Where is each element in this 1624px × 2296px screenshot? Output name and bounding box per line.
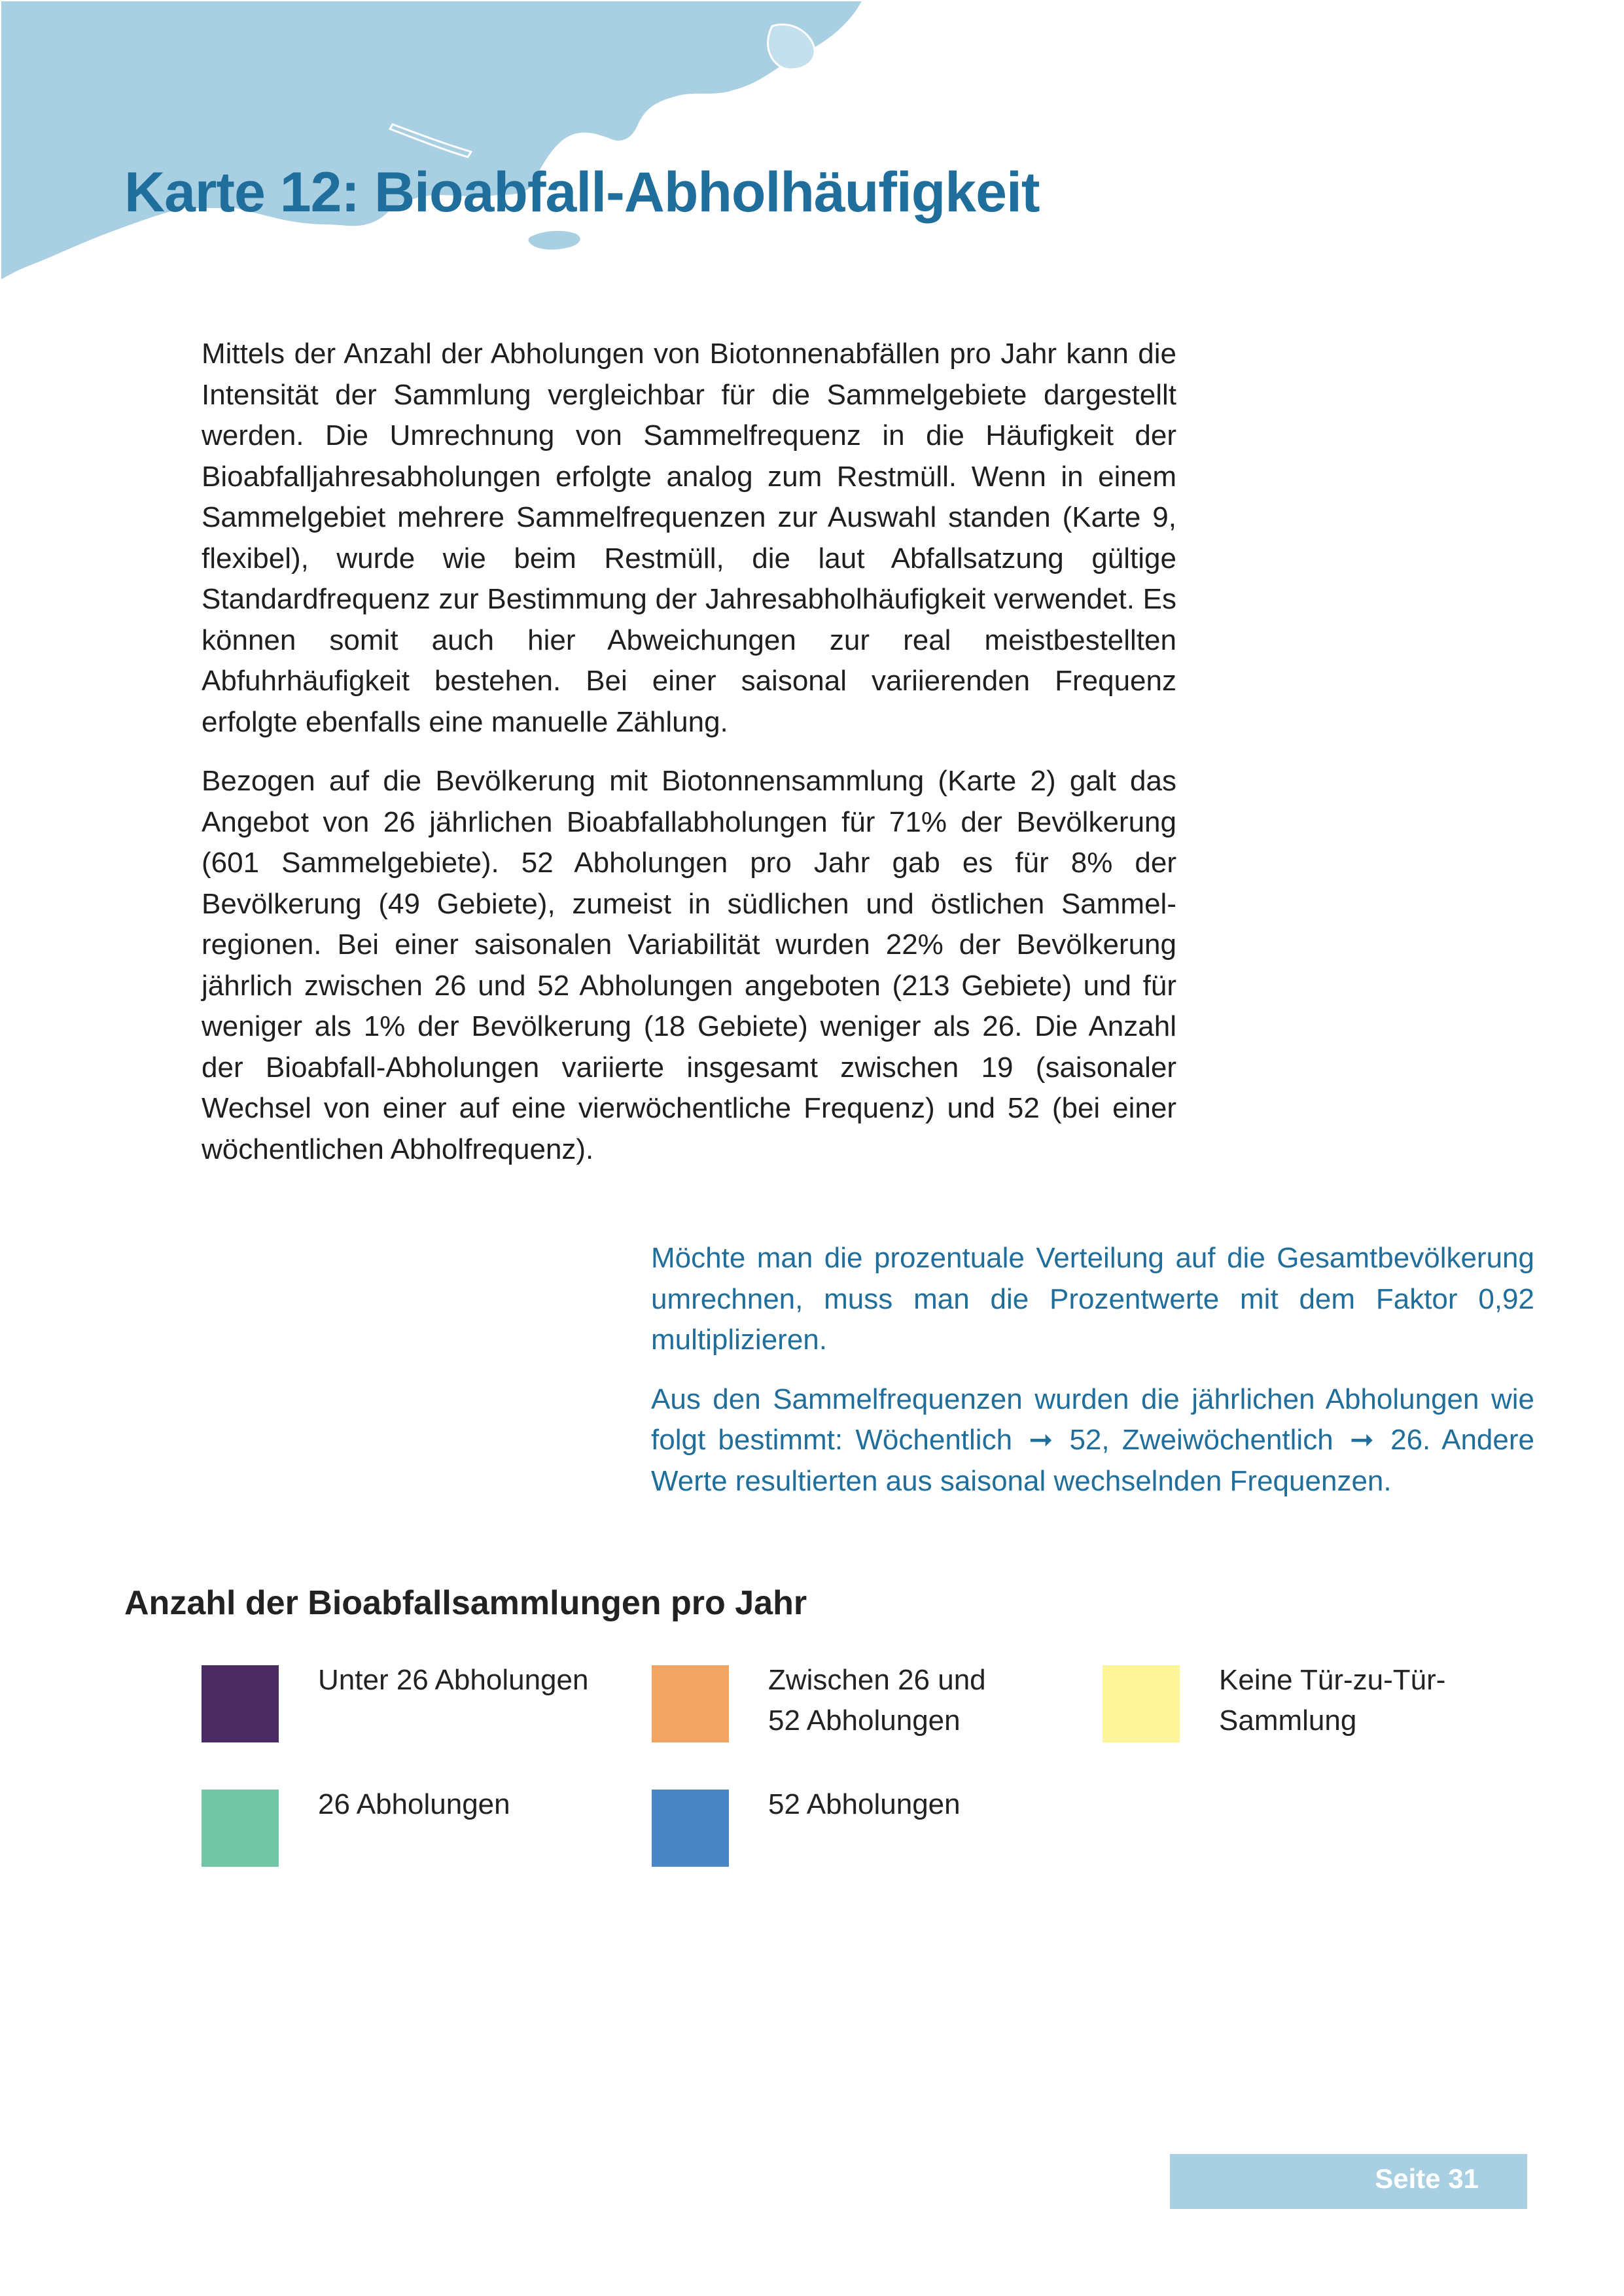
legend-label: 26 Abholungen — [318, 1788, 510, 1820]
page-number: Seite 31 — [1375, 2163, 1479, 2194]
legend-item — [1103, 1665, 1547, 1750]
note-p2-suffix: Andere Werte resultierten aus saisonal wechselnden Frequenzen. — [651, 1424, 1534, 1497]
body-paragraph-2: Bezogen auf die Bevölkerung mit Biotonnensammlung (Karte 2) galt das Angebot von 26 jährlichen Bioabfallabholungen für 71% der Bevölkerung (601 Sammelgebiete). 52 Abholungen pro Jahr gab es für 8% der Bevölkerung (49 Gebiete), zumeist in südlichen und östlichen Sammelregionen. Bei einer saisonalen Variabilität wurden 22% der Bevölkerung jährlich zwischen 26 und 52 Abholungen angeboten (213 Gebiete) und für weniger als 1% der Bevölkerung (18 Gebiete) weniger als 26. Die Anzahl der Bioabfall-Abholungen variierte insgesamt zwischen 19 (saisonaler Wechsel von einer auf eine vierwöchentliche Frequenz) und 52 (bei einer wöchentlichen Abholfrequenz). — [202, 765, 1176, 1165]
body-text — [202, 334, 1176, 1188]
right-arrow-icon: ➞ — [1029, 1424, 1053, 1456]
legend-swatch — [202, 1790, 279, 1867]
page-number-box — [1170, 2154, 1527, 2209]
legend-item — [652, 1790, 1097, 1875]
legend-item — [202, 1790, 646, 1875]
legend-item — [202, 1665, 646, 1750]
legend-label: Unter 26 Abholungen — [318, 1664, 589, 1696]
legend-swatch — [652, 1665, 729, 1742]
legend — [202, 1665, 1576, 1901]
note-p2-mid: 52, Zweiwöchentlich — [1069, 1424, 1333, 1456]
legend-item — [652, 1665, 1097, 1750]
legend-label: 52 Abholungen — [768, 1788, 961, 1820]
body-paragraph-1: Mittels der Anzahl der Abholungen von Biotonnenabfällen pro Jahr kann die Intensität der Sammlung vergleichbar für die Sammelgebiete dargestellt werden. Die Umrechnung von Sammelfrequenz in die Häufigkeit der Bioabfalljahresabholungen erfolgte analog zum Restmüll. Wenn in einem Sammelgebiet mehrere Sammelfrequenzen zur Auswahl standen (Karte 9, flexibel), wurde wie beim Restmüll, die laut Abfallsatzung gültige Standardfrequenz zur Bestimmung der Jahresabholhäufigkeit verwendet. Es können somit auch hier Abweichungen zur real meistbestellten Abfuhrhäufigkeit bestehen. Bei einer saisonal variierenden Frequenz erfolgte ebenfalls eine manuelle Zählung. — [202, 338, 1176, 738]
note-paragraph-2 — [651, 1379, 1534, 1502]
note-p2-prefix: Aus den Sammelfrequenzen wurden die jährlichen Abholungen wie folgt bestimmt: Wöchentlich — [651, 1383, 1534, 1456]
legend-label: Keine Tür-zu-Tür-Sammlung — [1219, 1664, 1446, 1737]
legend-label: Zwischen 26 und 52 Abholungen — [768, 1664, 986, 1737]
page-title: Karte 12: Bioabfall-Abholhäufigkeit — [124, 161, 1040, 224]
legend-swatch — [202, 1665, 279, 1742]
coastline-map-decoration — [0, 0, 916, 301]
right-arrow-icon: ➞ — [1349, 1424, 1374, 1456]
note-p2-end: 26. — [1390, 1424, 1431, 1456]
island-shape — [527, 230, 581, 251]
legend-swatch — [652, 1790, 729, 1867]
info-note — [651, 1238, 1534, 1520]
note-paragraph-1: Möchte man die prozentuale Verteilung auf die Gesamtbevölkerung umrechnen, muss man die Prozentwerte mit dem Faktor 0,92 multiplizieren. — [651, 1242, 1534, 1356]
legend-swatch — [1103, 1665, 1180, 1742]
legend-title: Anzahl der Bioabfallsammlungen pro Jahr — [124, 1584, 807, 1622]
